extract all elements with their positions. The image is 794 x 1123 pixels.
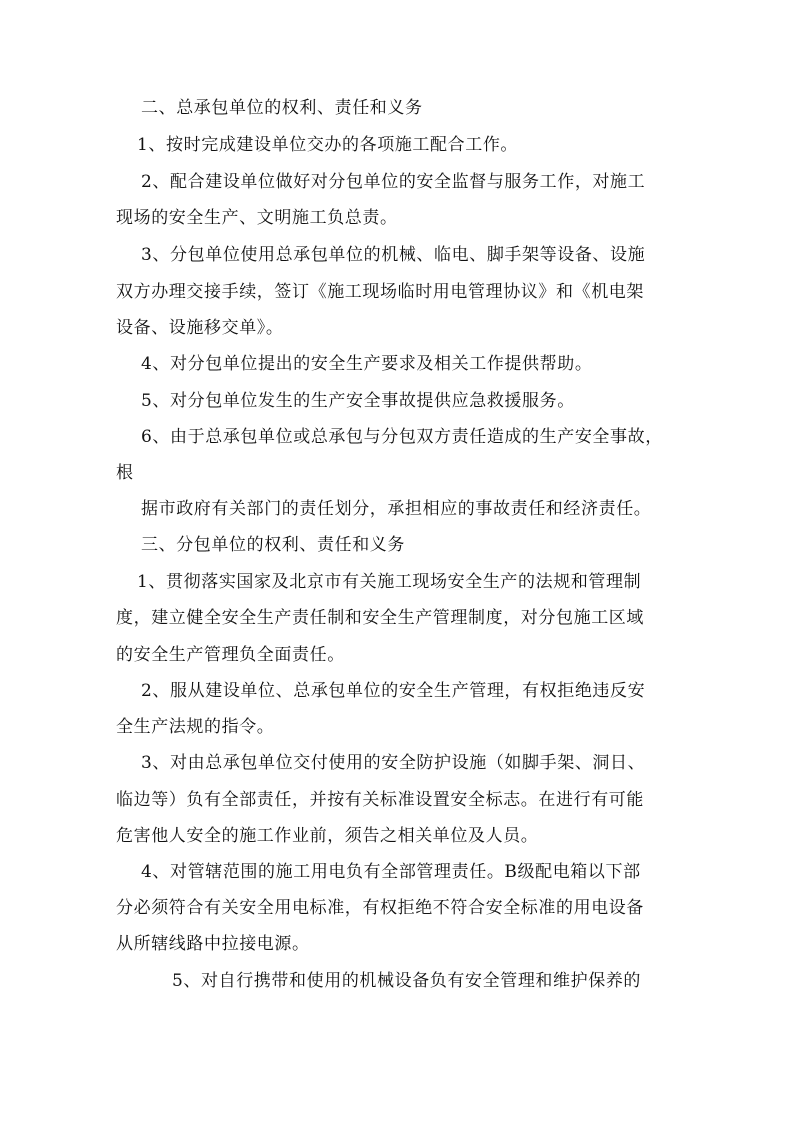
paragraph-line: 5、对自行携带和使用的机械设备负有安全管理和维护保养的 [172, 971, 642, 991]
paragraph-line: 1、贯彻落实国家及北京市有关施工现场安全生产的法规和管理制 [137, 572, 642, 592]
paragraph-line: 的安全生产管理负全面责任。 [116, 645, 345, 665]
paragraph-line: 1、按时完成建设单位交办的各项施工配合工作。 [137, 135, 519, 155]
paragraph-line: 根 [116, 463, 134, 483]
paragraph-line: 设备、设施移交单》。 [116, 318, 284, 338]
paragraph-line: 6、由于总承包单位或总承包与分包双方责任造成的生产安全事故， [141, 427, 663, 447]
paragraph-line: 分必须符合有关安全用电标准，有权拒绝不符合安全标准的用电设备 [116, 898, 644, 918]
paragraph-line: 2、服从建设单位、总承包单位的安全生产管理，有权拒绝违反安 [141, 681, 646, 701]
paragraph-line: 现场的安全生产、文明施工负总责。 [116, 208, 398, 228]
paragraph-line: 全生产法规的指令。 [116, 717, 275, 737]
section-heading-3: 三、分包单位的权利、责任和义务 [141, 535, 405, 555]
paragraph-line: 危害他人安全的施工作业前，须告之相关单位及人员。 [116, 826, 539, 846]
paragraph-line: 4、对管辖范围的施工用电负有全部管理责任。B级配电箱以下部 [141, 862, 641, 882]
section-heading-2: 二、总承包单位的权利、责任和义务 [141, 98, 423, 118]
paragraph-line: 4、对分包单位提出的安全生产要求及相关工作提供帮助。 [141, 354, 593, 374]
paragraph-line: 3、分包单位使用总承包单位的机械、临电、脚手架等设备、设施 [141, 245, 646, 265]
paragraph-line: 2、配合建设单位做好对分包单位的安全监督与服务工作，对施工 [141, 172, 646, 192]
paragraph-line: 5、对分包单位发生的生产安全事故提供应急救援服务。 [141, 391, 575, 411]
paragraph-line: 双方办理交接手续，签订《施工现场临时用电管理协议》和《机电架 [116, 282, 644, 302]
paragraph-line: 3、对由总承包单位交付使用的安全防护设施（如脚手架、洞日、 [141, 753, 646, 773]
paragraph-line: 从所辖线路中拉接电源。 [116, 934, 310, 954]
paragraph-line: 临边等）负有全部责任，并按有关标准设置安全标志。在进行有可能 [116, 790, 644, 810]
paragraph-line: 度，建立健全安全生产责任制和安全生产管理制度，对分包施工区域 [116, 608, 644, 628]
paragraph-line: 据市政府有关部门的责任划分，承担相应的事故责任和经济责任。 [141, 499, 652, 519]
